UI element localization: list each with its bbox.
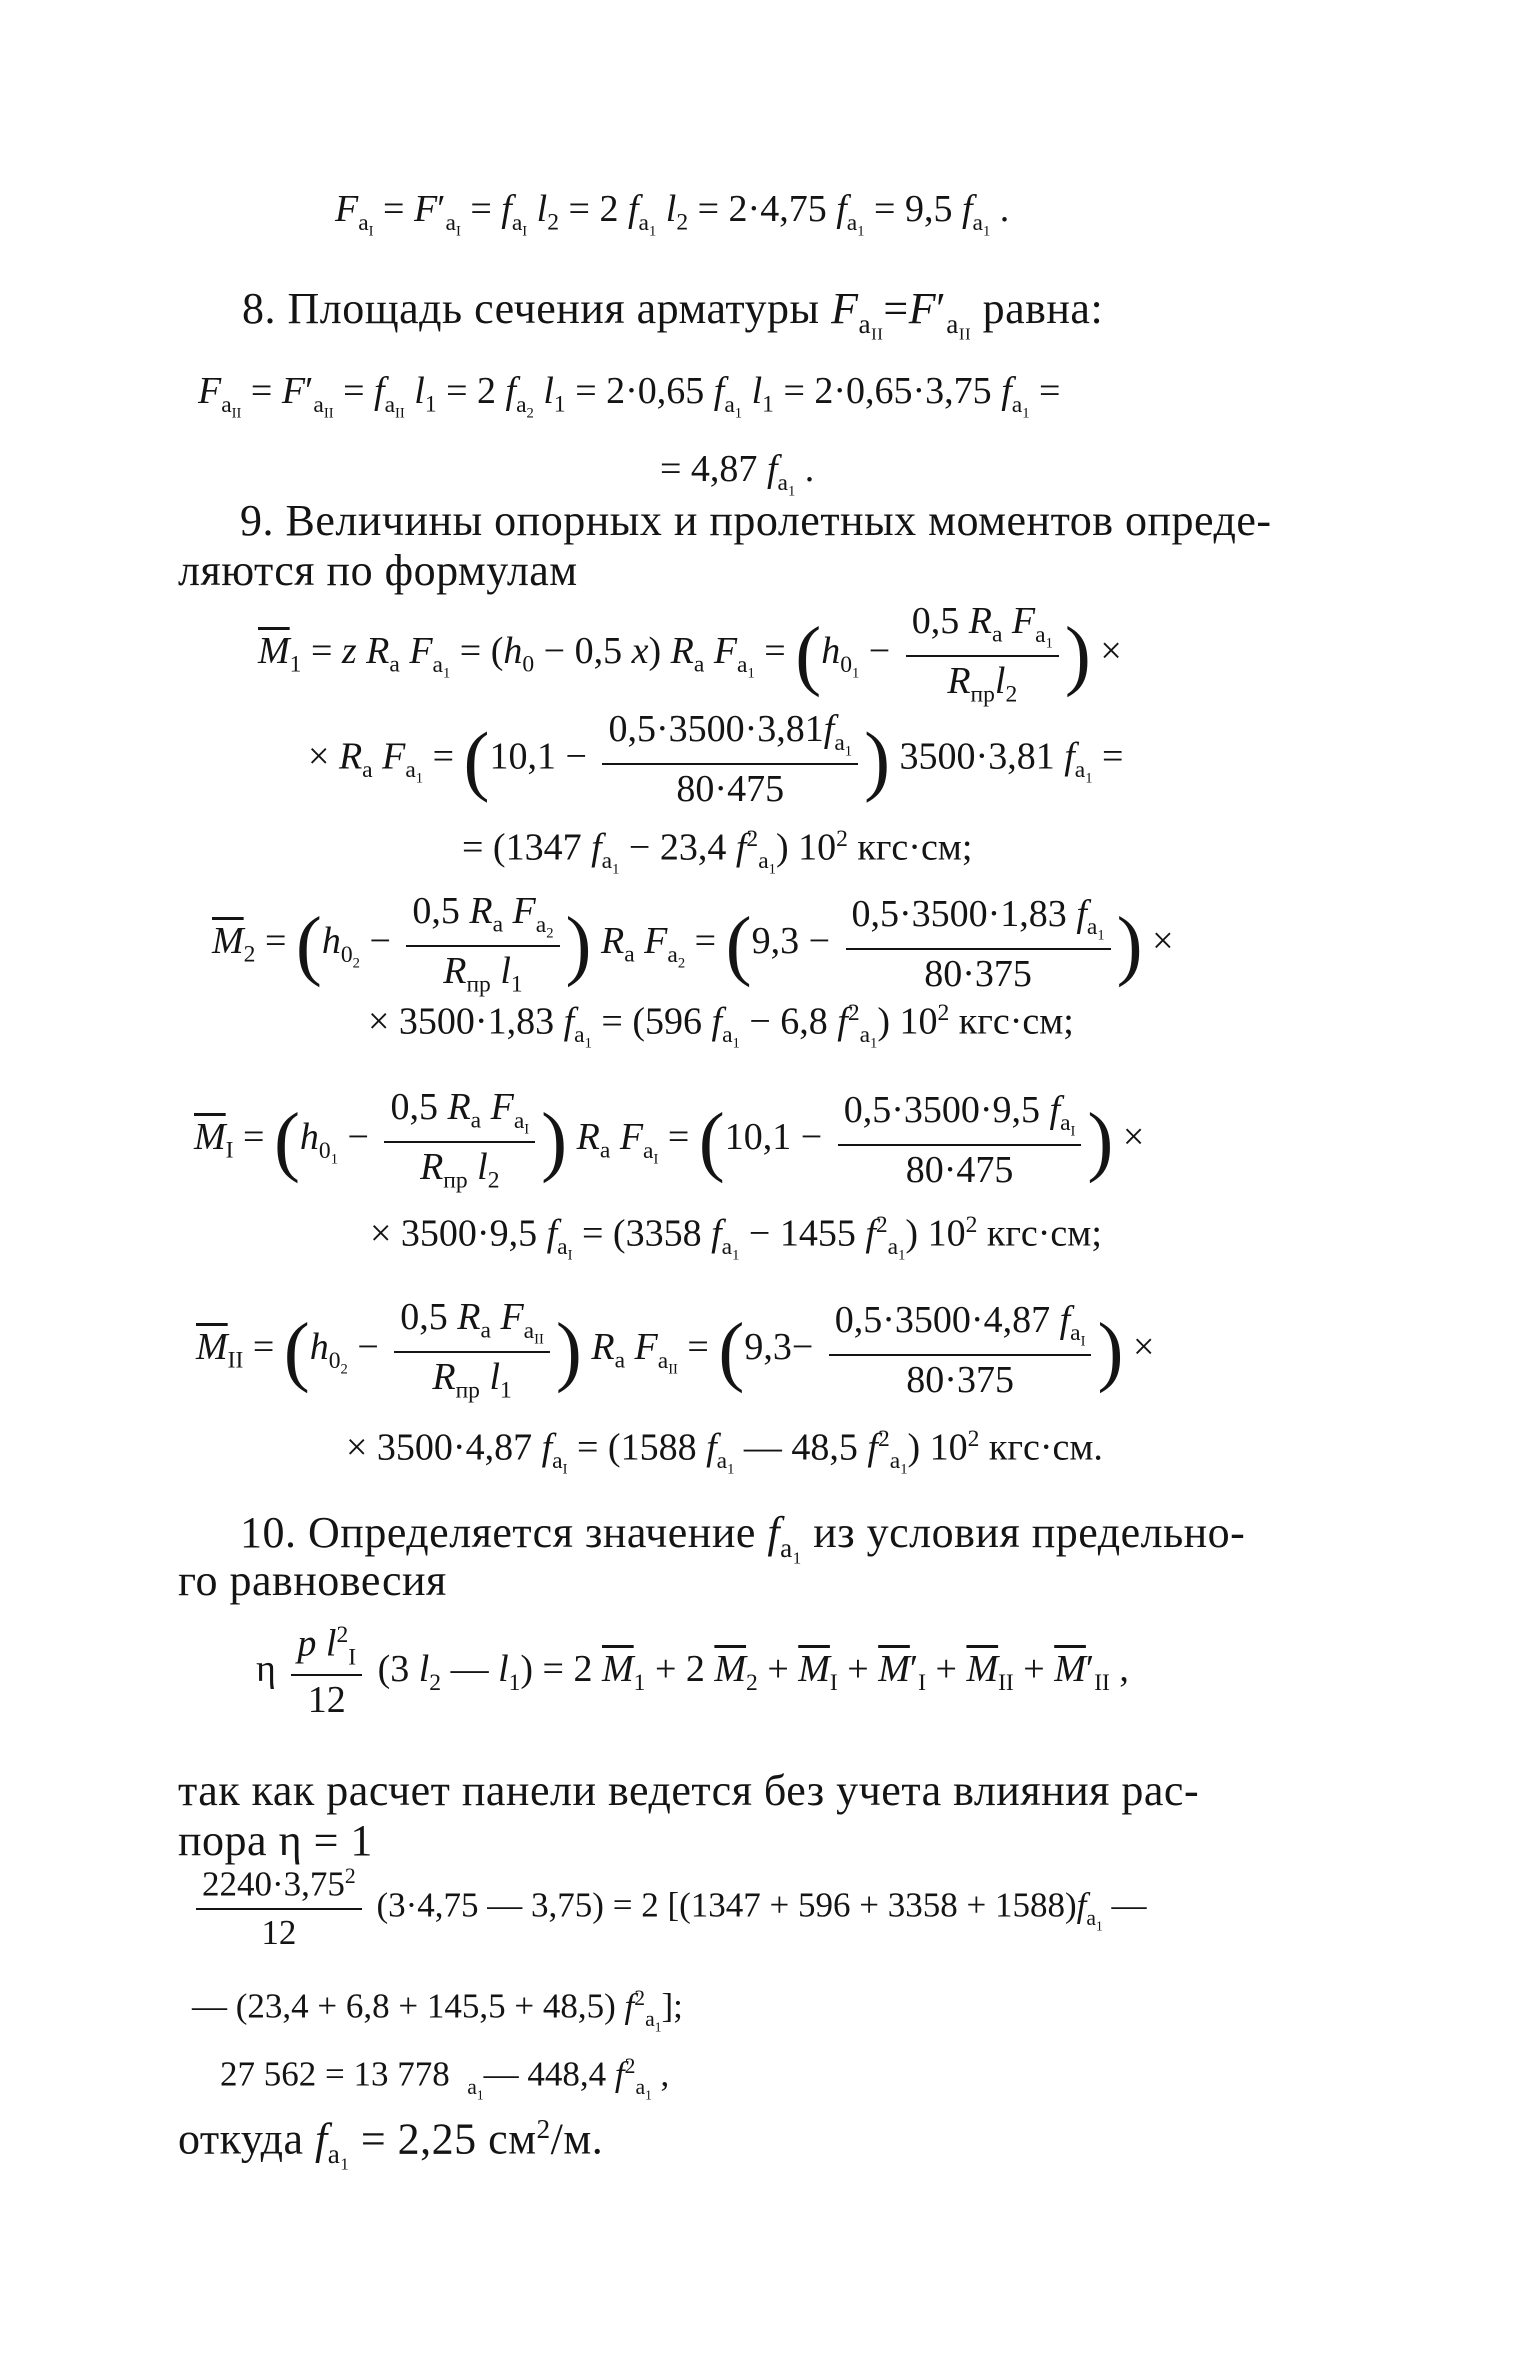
equation-fa2-line2: = 4,87 $f_{a_1}$ . <box>660 448 815 500</box>
paragraph-10-line1: 10. Определяется значение $f_{a_1}$ из условия предельно- <box>240 1508 1246 1568</box>
paragraph-10-line2: го равновесия <box>178 1556 447 1605</box>
equation-m1-line3: = (1347 $f_{a_1} - 23,4$ $f^2_{a_1}$) $10^2$ кгс·см; <box>462 826 973 878</box>
equation-mII-line2: × 3500·4,87 $f_{a_I} = (1588$ $f_{a_1}$ — 48,5 $f^2_{a_1}$) $10^2$ кгс·см. <box>346 1426 1103 1478</box>
equation-m2-line1: $\overline{M}_2 = (h_{0_2}$ − 0,5 $R_a$ $F_{a_2}$ $R_{пр}$ $l_1$ ) $R_a$ $F_{a_2} = (9,3$ − $\frac{0,5\cdot 3500\cdot 1,83 f_{a_1}}{80\cdot 375}$ ) × <box>212 890 1174 998</box>
equation-numeric-line2: — (23,4 + 6,8 + 145,5 + 48,5) $f^2_{a_1}$]; <box>192 1986 683 2034</box>
paragraph-9-line1: 9. Величины опорных и пролетных моментов опреде- <box>240 496 1272 545</box>
text-line2: пора η = 1 <box>178 1816 373 1865</box>
equation-m1-line1: $\overline{M}_1 = z$ $R_a$ $F_{a_1} = (h_0 - 0,5$ x) $R_a$ $F_{a_1} = (h_{0_1}$ − 0,5 $R_a$ $F_{a_1}$ $R_{пр}l_2$ ) × <box>258 600 1122 708</box>
paragraph-8: 8. Площадь сечения арматуры $F_{a_{II}}=F'_{a_{II}}$ равна: <box>242 284 1104 344</box>
equation-mII-line1: $\overline{M}_{II} = (h_{0_2}$ − 0,5 $R_a$ $F_{a_{II}}$ $R_{пр}$ $l_1$ ) $R_a$ $F_{a_{II}} = (9,3-$ 0,5·3500·4,87 $f_{a_I}$ 80·375 ) × <box>196 1296 1155 1404</box>
equation-numeric-line1: $\frac{2240\cdot 3,75^2}{12}$ (3·4,75 — 3,75) = 2 [$(1347 + 596 + 3358 + 1588)f_{a_1}$ — <box>190 1864 1146 1953</box>
paragraph-9-line2: ляются по формулам <box>178 546 578 595</box>
result-line: откуда $f_{a_1} = 2,25$ $см^2/м$. <box>178 2114 604 2174</box>
text-line1: так как расчет панели ведется без учета влияния рас- <box>178 1766 1200 1815</box>
equation-m2-line2: × 3500·1,83 $f_{a_1} = (596$ $f_{a_1} - 6,8$ $f^2_{a_1}$) $10^2$ кгс·см; <box>368 1000 1074 1052</box>
equation-m1-line2: × $R_a$ $F_{a_1} = (10,1$ − $\frac{0,5\cdot 3500\cdot 3,81f_{a_1}}{80\cdot 475}$ ) 3500·3,81 $f_{a_1}$ = <box>308 708 1124 811</box>
equation-fa2-line1: $F_{a_{II}} = F'_{a_{II}} = f_{a_{II}}$ $l_1 = 2$ $f_{a_2}$ $l_1 = 2\cdot 0,65$ $f_{a_1}$ $l_1 = 2\cdot 0,65\cdot 3,75$ $f_{a_1}$ = <box>198 370 1061 422</box>
equation-numeric-line3: 27 562 = 13 778 $_{a_1}$— 448,4 $f^2_{a_1}$ , <box>220 2054 670 2102</box>
equation-mI-line2: × 3500·9,5 $f_{a_I} = (3358$ $f_{a_1} - 1455$ $f^2_{a_1}$) $10^2$ кгс·см; <box>370 1212 1102 1264</box>
equation-mI-line1: $\overline{M}_I = (h_{0_1}$ − 0,5 $R_a$ $F_{a_I}$ $R_{пр}$ $l_2$ ) $R_a$ $F_{a_I} = (10,1$ − 0,5·3500·9,5 $f_{a_I}$ 80·475 ) × <box>194 1086 1145 1194</box>
equation-fa1: $F_{a_I} = F'_{a_I} = f_{a_I}$ $l_2 = 2$ $f_{a_1}$ $l_2 = 2\cdot 4,75$ $f_{a_1} = 9,5$ $f_{a_1}$ . <box>335 188 1010 240</box>
equation-equilibrium: η $\frac{p l^2_I}{12}$ (3 $l_2$ — $l_1) = 2$ $\overline{M}_1 + 2$ $\overline{M}_2 + \overline{M}_I + \overline{M}'_I + \overline{M}_{II} + \overline{M}'_{II}$ , <box>256 1622 1129 1722</box>
